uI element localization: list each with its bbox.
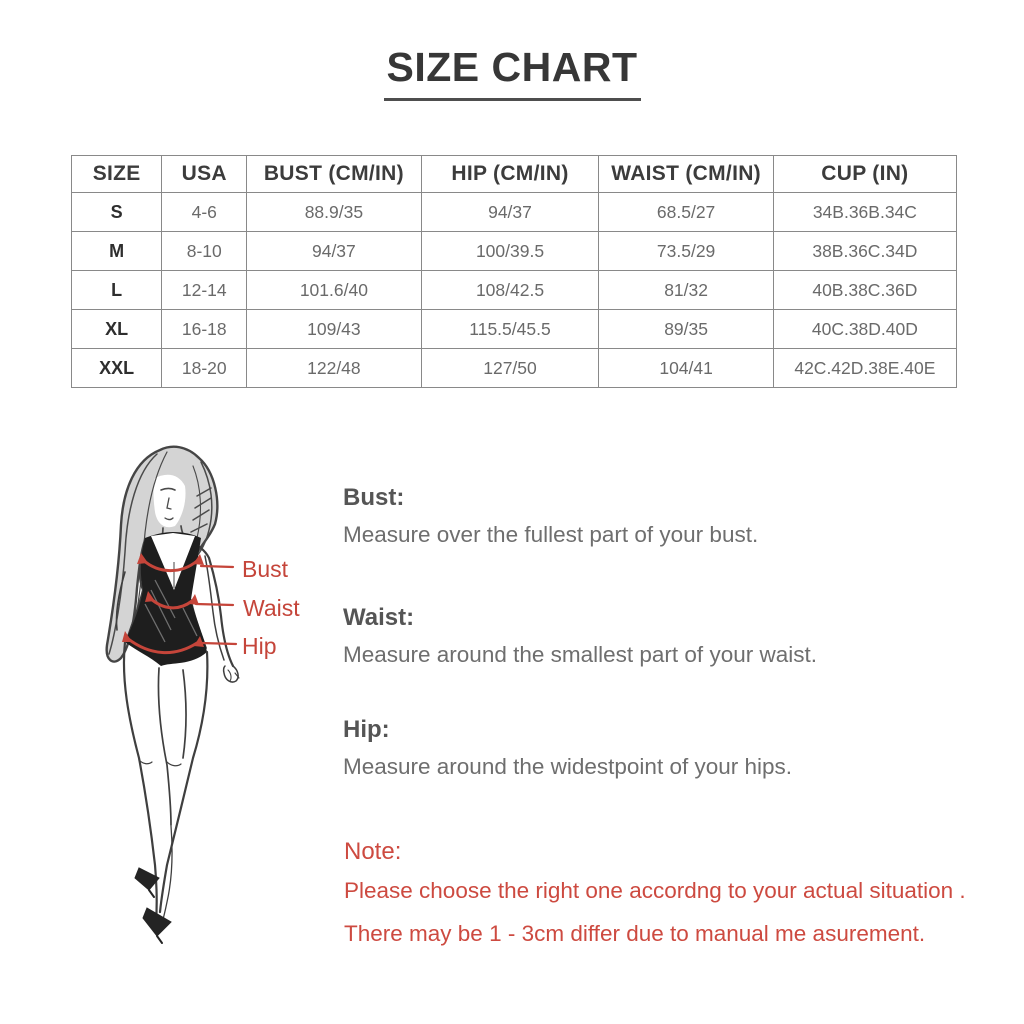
column-header: HIP (CM/IN): [421, 156, 599, 193]
bust-instruction: [343, 486, 983, 550]
hip-label: Hip: [242, 633, 277, 659]
table-cell: 115.5/45.5: [421, 310, 599, 349]
table-header-row: [72, 156, 957, 193]
waist-instruction-text: Measure around the smallest part of your waist.: [343, 642, 817, 667]
table-cell: 89/35: [599, 310, 773, 349]
note-section: [344, 840, 1004, 949]
table-cell: 104/41: [599, 349, 773, 388]
table-cell: 88.9/35: [247, 193, 421, 232]
note-line: There may be 1 - 3cm differ due to manual me asurement.: [344, 920, 926, 946]
waist-instruction: [343, 606, 983, 670]
table-row: [72, 271, 957, 310]
size-cell: L: [72, 271, 162, 310]
table-cell: 81/32: [599, 271, 773, 310]
hip-instruction-text: Measure around the widestpoint of your hips.: [343, 754, 793, 779]
column-header: WAIST (CM/IN): [599, 156, 773, 193]
waist-label: Waist: [243, 595, 300, 621]
figure-area: [55, 440, 355, 1000]
model-sketch-figure: [55, 440, 355, 1000]
table-cell: 4-6: [162, 193, 247, 232]
table-cell: 94/37: [421, 193, 599, 232]
table-cell: 18-20: [162, 349, 247, 388]
page-title: SIZE CHART: [384, 44, 641, 101]
table-cell: 108/42.5: [421, 271, 599, 310]
column-header: BUST (CM/IN): [247, 156, 421, 193]
column-header: USA: [162, 156, 247, 193]
table-cell: 68.5/27: [599, 193, 773, 232]
table-cell: 127/50: [421, 349, 599, 388]
table-cell: 101.6/40: [247, 271, 421, 310]
table-cell: 40B.38C.36D: [773, 271, 956, 310]
table-row: [72, 310, 957, 349]
table-row: [72, 349, 957, 388]
bust-label: Bust: [242, 556, 289, 582]
table-cell: 34B.36B.34C: [773, 193, 956, 232]
size-cell: M: [72, 232, 162, 271]
column-header: SIZE: [72, 156, 162, 193]
table-cell: 16-18: [162, 310, 247, 349]
table-row: [72, 232, 957, 271]
table-cell: 8-10: [162, 232, 247, 271]
table-cell: 122/48: [247, 349, 421, 388]
bust-instruction-heading: Bust:: [343, 484, 405, 511]
table-cell: 12-14: [162, 271, 247, 310]
table-cell: 94/37: [247, 232, 421, 271]
size-cell: XXL: [72, 349, 162, 388]
note-heading: Note:: [344, 838, 402, 865]
bust-instruction-text: Measure over the fullest part of your bust.: [343, 522, 759, 547]
table-cell: 100/39.5: [421, 232, 599, 271]
note-line: Please choose the right one accordng to your actual situation .: [344, 878, 966, 903]
title-wrap: [0, 44, 1024, 101]
hip-instruction: [343, 718, 983, 782]
size-cell: S: [72, 193, 162, 232]
waist-instruction-heading: Waist:: [343, 604, 415, 631]
hip-instruction-heading: Hip:: [343, 716, 390, 743]
table-cell: 109/43: [247, 310, 421, 349]
size-cell: XL: [72, 310, 162, 349]
table-cell: 73.5/29: [599, 232, 773, 271]
table-row: [72, 193, 957, 232]
table-cell: 42C.42D.38E.40E: [773, 349, 956, 388]
size-table: [71, 155, 957, 388]
table-cell: 40C.38D.40D: [773, 310, 956, 349]
table-cell: 38B.36C.34D: [773, 232, 956, 271]
column-header: CUP (IN): [773, 156, 956, 193]
